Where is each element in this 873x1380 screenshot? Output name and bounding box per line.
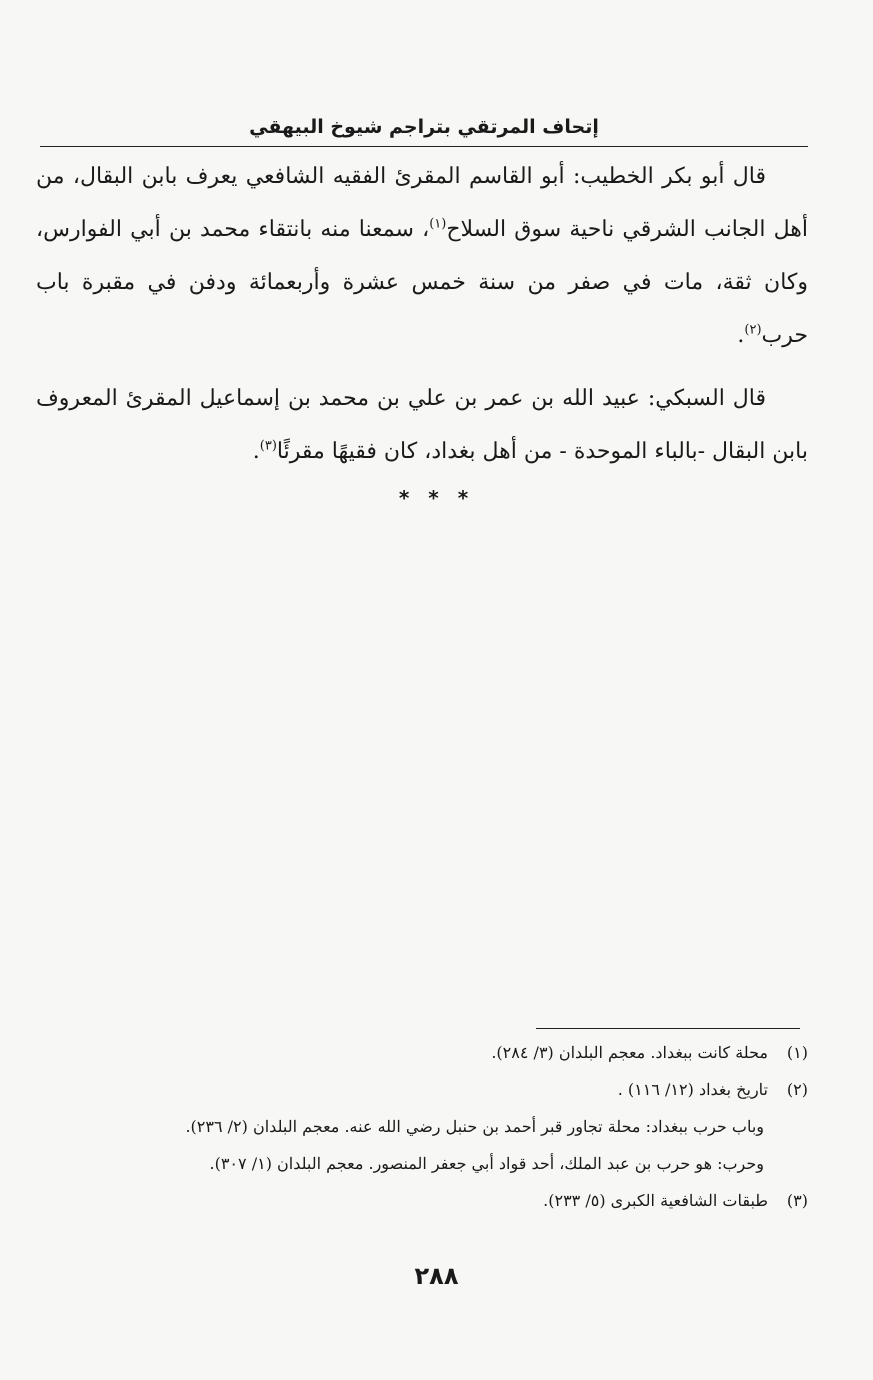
footnote-text: وباب حرب ببغداد: محلة تجاور قبر أحمد بن حنبل رضي الله عنه. معجم البلدان (٢/ ٢٣٦). bbox=[185, 1117, 764, 1136]
footnote-1 bbox=[30, 1038, 808, 1067]
footnote-2-continuation bbox=[30, 1112, 808, 1141]
paragraph-text: ، سمعنا منه بانتقاء محمد بن أبي الفوارس، وكان ثقة، مات في صفر من سنة خمس عشرة وأربعمائة ودفن في مقبرة باب حرب bbox=[36, 217, 808, 348]
header-rule bbox=[40, 146, 808, 147]
footnote-ref-3[interactable]: (٣) bbox=[259, 438, 277, 454]
footnotes bbox=[30, 1038, 808, 1223]
section-divider: * * * bbox=[398, 486, 475, 510]
footnote-3 bbox=[30, 1186, 808, 1215]
footnote-text: تاريخ بغداد (١٢/ ١١٦) . bbox=[617, 1080, 768, 1099]
paragraph-text: قال السبكي: عبيد الله بن عمر بن علي بن محمد بن إسماعيل المقرئ المعروف بابن البقال -بالباء الموحدة - من أهل بغداد، كان فقيهًا مقرئًا bbox=[36, 386, 808, 464]
footnote-ref-2[interactable]: (٢) bbox=[744, 322, 762, 338]
footnote-text: وحرب: هو حرب بن عبد الملك، أحد قواد أبي جعفر المنصور. معجم البلدان (١/ ٣٠٧). bbox=[209, 1154, 764, 1173]
footnote-number: (١) bbox=[786, 1043, 808, 1062]
footnote-number: (٣) bbox=[786, 1191, 808, 1210]
footnote-rule bbox=[536, 1028, 800, 1029]
footnote-2 bbox=[30, 1075, 808, 1104]
paragraph-khatib bbox=[36, 150, 808, 362]
footnote-ref-1[interactable]: (١) bbox=[429, 216, 447, 232]
footnote-2-continuation bbox=[30, 1149, 808, 1178]
paragraph-text: . bbox=[252, 439, 260, 464]
paragraph-subki bbox=[36, 372, 808, 478]
footnote-number: (٢) bbox=[786, 1080, 808, 1099]
page-number: ٢٨٨ bbox=[414, 1262, 459, 1290]
running-header: إتحاف المرتقي بتراجم شيوخ البيهقي bbox=[249, 116, 599, 138]
footnote-text: طبقات الشافعية الكبرى (٥/ ٢٣٣). bbox=[543, 1191, 768, 1210]
paragraph-text: . bbox=[737, 323, 745, 348]
footnote-text: محلة كانت ببغداد. معجم البلدان (٣/ ٢٨٤). bbox=[491, 1043, 768, 1062]
paragraph-text: قال أبو بكر الخطيب: أبو القاسم المقرئ الفقيه الشافعي يعرف بابن البقال، من أهل الجانب الشرقي ناحية سوق السلاح bbox=[36, 164, 809, 242]
main-text bbox=[36, 150, 808, 478]
